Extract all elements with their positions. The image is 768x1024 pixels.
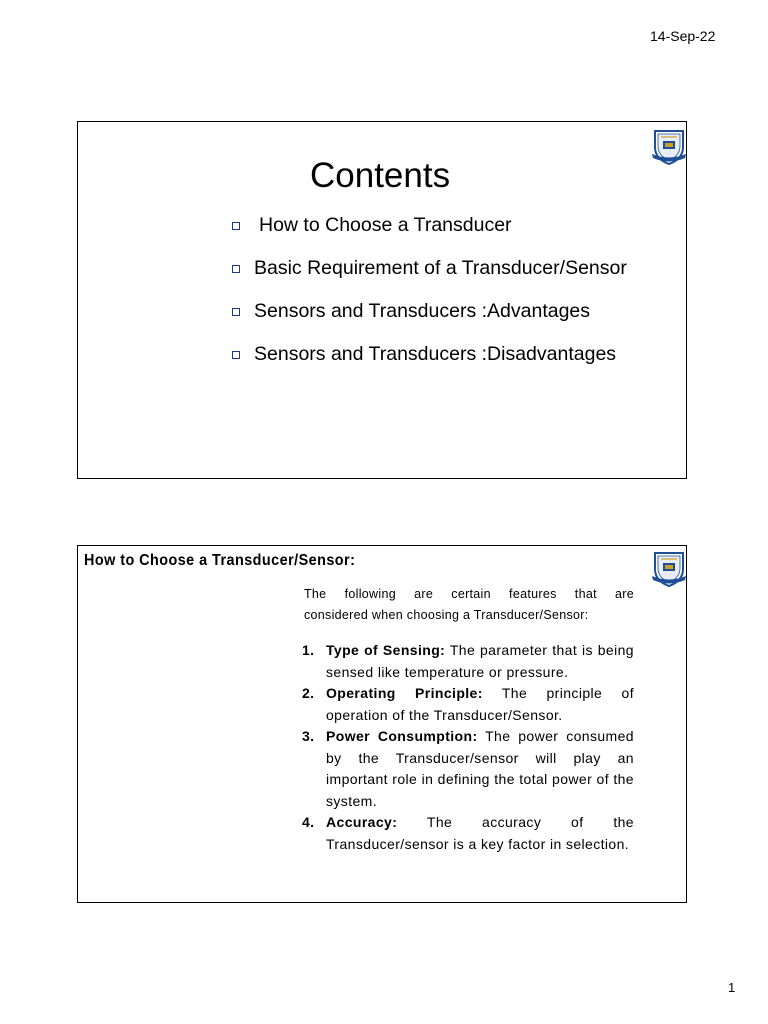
item-number: 4. [302,814,315,830]
item-number: 2. [302,685,315,701]
slide-title: How to Choose a Transducer/Sensor: [84,552,356,569]
list-item [232,333,627,376]
list-item-label: How to Choose a Transducer [259,214,512,236]
features-list [302,640,634,855]
square-bullet-icon [232,351,240,359]
list-item-label: Sensors and Transducers :Advantages [254,300,591,322]
list-item [302,640,634,683]
page-date: 14-Sep-22 [650,28,716,44]
item-term: Operating Principle: [326,685,483,701]
list-item [302,683,634,726]
list-item [302,726,634,812]
item-description: The accuracy of the Transducer/sensor is a key factor in selection. [326,814,634,852]
contents-list [232,204,627,376]
item-description: The principle of operation of the Transducer/Sensor. [326,685,634,723]
page-number: 1 [728,980,736,995]
list-item [232,204,627,247]
intro-paragraph [304,584,634,626]
college-crest-logo-icon [649,549,689,589]
item-description: The power consumed by the Transducer/sensor will play an important role in defining the total power of the system. [326,728,634,809]
item-number: 3. [302,728,315,744]
square-bullet-icon [232,308,240,316]
item-description: The parameter that is being sensed like temperature or pressure. [326,642,634,680]
slide-contents [77,121,687,479]
intro-line: considered when choosing a Transducer/Sensor: [304,608,589,622]
college-crest-logo-icon [649,127,689,167]
item-number: 1. [302,642,315,658]
list-item-label: Basic Requirement of a Transducer/Sensor [254,257,627,279]
item-term: Type of Sensing: [326,642,446,658]
list-item [232,247,627,290]
item-term: Accuracy: [326,814,398,830]
contents-title: Contents [310,156,451,195]
item-term: Power Consumption: [326,728,478,744]
list-item [302,812,634,855]
slide-choose-transducer [77,545,687,903]
list-item [232,290,627,333]
intro-line: The following are certain features that are [304,587,634,601]
square-bullet-icon [232,222,240,230]
list-item-label: Sensors and Transducers :Disadvantages [254,343,617,365]
square-bullet-icon [232,265,240,273]
